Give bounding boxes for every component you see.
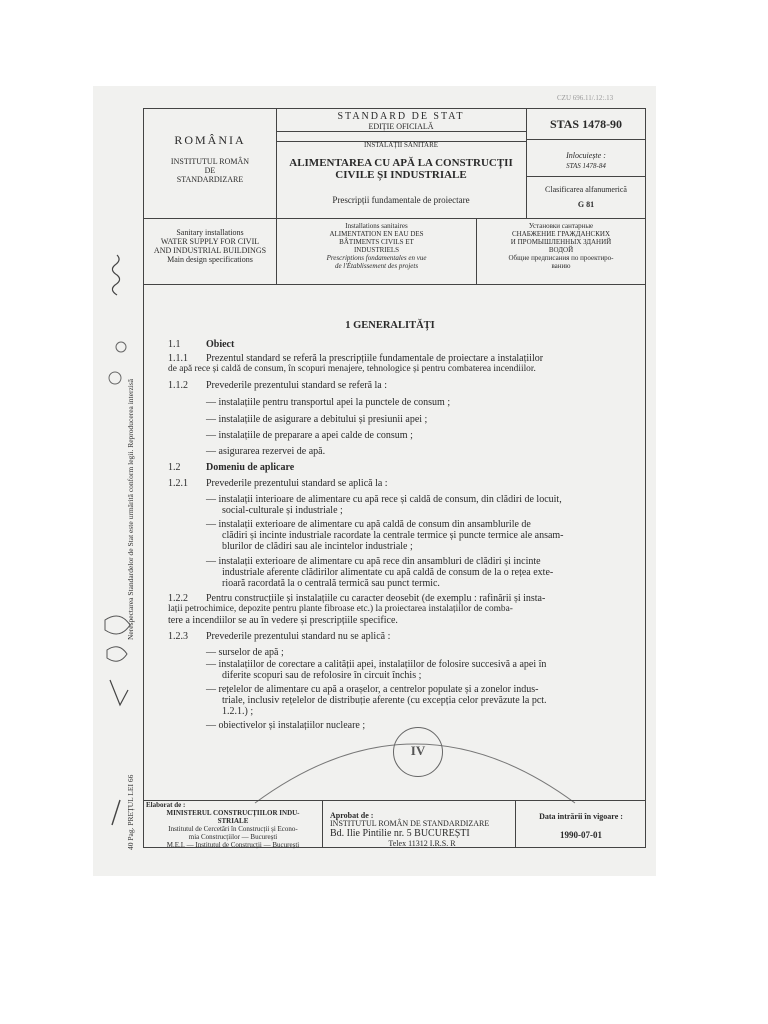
translation-french: Installations sanitaires ALIMENTATION EN EAU DES BÂTIMENTS CIVILS ET INDUSTRIELS Prescriptions fondamentales en vue de l'Établissement des projets <box>326 222 427 270</box>
elaborat-label: Elaborat de : <box>146 801 186 809</box>
s1-1-1-line2: de apă rece și caldă de consum, în scopuri menajere, tehnologice și pentru combaterea incendiilor. <box>168 364 536 374</box>
s1-1-title: Obiect <box>206 339 235 350</box>
s1-1-num: 1.1 <box>168 339 181 350</box>
list1-item: — instalațiile de preparare a apei calde de consum ; <box>206 430 413 441</box>
document-subtitle: Prescripții fundamentale de proiectare <box>332 195 470 205</box>
replaces-label: Inlocuiește : <box>566 151 606 160</box>
s1-1-2-text: Prevederile prezentului standard se referă la : <box>206 380 388 391</box>
s1-2-2-num: 1.2.2 <box>168 593 188 604</box>
classification-label: Clasificarea alfanumerică <box>545 185 627 194</box>
list1-item: — instalațiile de asigurare a debitului și presiunii apei ; <box>206 414 428 425</box>
s1-1-2-num: 1.1.2 <box>168 380 188 391</box>
list2-item: — instalații exterioare de alimentare cu apă caldă de consum din ansamblurile de clădiri și incinte industriale racordate la centrale termice și puncte termice ale ansam- blurilor de clădiri sau ale incintelor industriale ; <box>206 519 564 552</box>
top-stamp: CZU 696.11/.12:.13 <box>557 94 614 102</box>
list2-item: — instalații interioare de alimentare cu apă rece și caldă de consum, din clădiri de locuit, social-culturale și industriale ; <box>206 494 562 516</box>
elaborat-block: MINISTERUL CONSTRUCȚIILOR INDU- STRIALE Institutul de Cercetări în Construcții și Econo- mia Construcțiilor — București M.E.I. — Institutul de Construcții — București <box>166 809 300 849</box>
effective-date-value: 1990-07-01 <box>560 830 602 840</box>
handwritten-marks <box>95 240 140 840</box>
list1-item: — instalațiile pentru transportul apei la punctele de consum ; <box>206 397 451 408</box>
list3-item: — instalațiilor de corectare a calității apei, instalațiilor de folosire succesivă a apei în diferite scopuri sau de refolosire în circuit închis ; <box>206 659 547 681</box>
classification-value: G 81 <box>577 200 595 209</box>
list3-item: — rețelelor de alimentare cu apă a orașelor, a centrelor populate și a zonelor indus- triale, inclusiv rețelelor de distribuție aferente (cu excepția celor prevăzute la pct. 1.2.1.) ; <box>206 684 547 717</box>
s1-2-3-text: Prevederile prezentului standard nu se aplică : <box>206 631 391 642</box>
translation-english: Sanitary installations WATER SUPPLY FOR CIVIL AND INDUSTRIAL BUILDINGS Main design specifications <box>153 228 267 264</box>
list3-item: — obiectivelor și instalațiilor nucleare ; <box>206 720 366 731</box>
s1-2-1-num: 1.2.1 <box>168 478 188 489</box>
s1-2-title: Domeniu de aplicare <box>206 462 295 473</box>
official-stamp: IV <box>393 727 443 777</box>
s1-2-2-line3: tere a incendiilor se au în vedere și prescripțiile specifice. <box>168 615 398 626</box>
s1-2-1-text: Prevederile prezentului standard se aplică la : <box>206 478 388 489</box>
translation-russian: Установки сантарные СНАБЖЕНИЕ ГРАЖДАНСКИХ И ПРОМЫШЛЕННЫХ ЗДАНИЙ ВОДОЙ Общие предписания по проектиро- ванию <box>508 222 614 270</box>
s1-1-1-num: 1.1.1 <box>168 353 188 364</box>
s1-2-num: 1.2 <box>168 462 181 473</box>
list3-item: — surselor de apă ; <box>206 647 284 658</box>
section-title: 1 GENERALITĂȚI <box>345 320 435 331</box>
document-title: ALIMENTAREA CU APĂ LA CONSTRUCȚII CIVILE ȘI INDUSTRIALE <box>289 157 513 181</box>
institute-name: INSTITUTUL ROMÂN DE STANDARDIZARE <box>170 157 250 184</box>
category-label: INSTALAȚII SANITARE <box>363 141 439 149</box>
replaces-value: STAS 1478-84 <box>566 162 606 170</box>
list1-item: — asigurarea rezervei de apă. <box>206 446 326 457</box>
standard-title: STANDARD DE STAT <box>337 111 465 122</box>
s1-1-1-line1: Prezentul standard se referă la prescripțiile fundamentale de proiectare a instalațiilor <box>206 353 544 364</box>
country-name: ROMÂNIA <box>174 133 246 147</box>
list2-item: — instalații exterioare de alimentare cu apă rece din ansambluri de clădiri și incinte industriale aferente clădirilor alimentate cu apă caldă de consum de la o rețea exte- rioară racordată la o centrală termică sau punct termic. <box>206 556 554 589</box>
aprobat-block: INSTITUTUL ROMÂN DE STANDARDIZARE Bd. Ilie Pintilie nr. 5 BUCUREȘTI Telex 11312 I.R.S. R <box>330 819 490 848</box>
s1-2-2-line2: lații petrochimice, depozite pentru plante fibroase etc.) la proiectarea instalațiilor de comba- <box>168 604 513 614</box>
s1-2-3-num: 1.2.3 <box>168 631 188 642</box>
s1-2-2-line1: Pentru construcțiile și instalațiile cu caracter deosebit (de exemplu : rafinării și insta- <box>206 593 546 604</box>
aprobat-label: Aprobat de : <box>330 811 374 820</box>
stas-number: STAS 1478-90 <box>549 117 623 131</box>
edition-label: EDIȚIE OFICIALĂ <box>368 122 434 131</box>
effective-date-label: Data intrării în vigoare : <box>539 812 623 821</box>
